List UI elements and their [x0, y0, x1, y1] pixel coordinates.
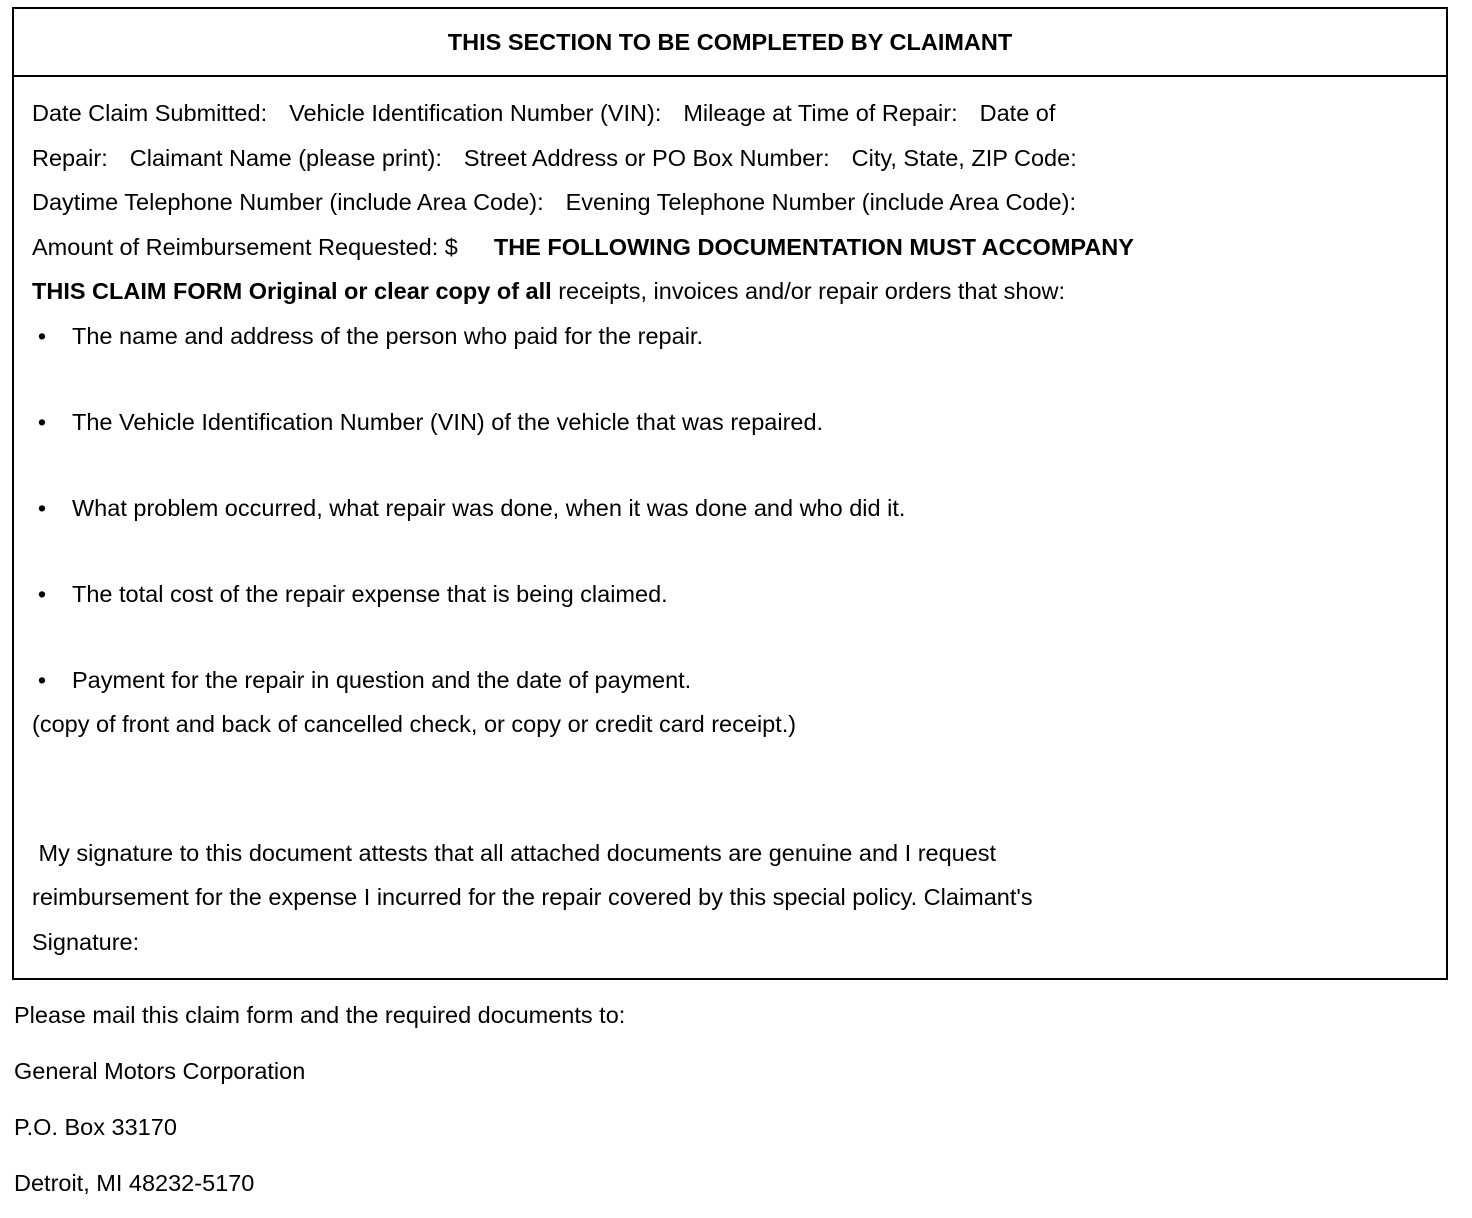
documentation-item-text: The name and address of the person who paid for the repair. [72, 322, 703, 349]
fields-line-3 [32, 180, 1432, 225]
documentation-heading-part2: THIS CLAIM FORM Original or clear copy of all [32, 278, 552, 304]
payment-note: (copy of front and back of cancelled check, or copy or credit card receipt.) [32, 711, 797, 737]
bullet-icon: • [37, 580, 47, 607]
form-body [32, 91, 1432, 964]
documentation-item [32, 400, 1432, 445]
fields-line-4 [32, 225, 1432, 270]
signature-label: Signature: [32, 928, 140, 955]
mailing-city-state-zip: Detroit, MI 48232-5170 [14, 1170, 255, 1196]
documentation-item [32, 658, 1432, 703]
vin-label: Vehicle Identification Number (VIN): [289, 100, 662, 126]
mileage-label: Mileage at Time of Repair: [683, 100, 958, 126]
documentation-item [32, 572, 1432, 617]
bullet-icon: • [37, 408, 47, 435]
bullet-icon: • [37, 666, 47, 693]
fields-line-5 [32, 269, 1432, 314]
attestation-line-1 [32, 831, 1432, 876]
documentation-item [32, 486, 1432, 531]
documentation-item [32, 314, 1432, 359]
reimbursement-amount-label: Amount of Reimbursement Requested: $ [32, 233, 458, 260]
date-of-repair-label-part2: Repair: [32, 144, 108, 171]
documentation-intro: receipts, invoices and/or repair orders that show: [558, 278, 1066, 304]
documentation-item-text: What problem occurred, what repair was done, when it was done and who did it. [72, 494, 906, 521]
daytime-phone-label: Daytime Telephone Number (include Area Code): [32, 189, 544, 215]
documentation-item-text: The Vehicle Identification Number (VIN) of the vehicle that was repaired. [72, 408, 824, 435]
fields-line-2 [32, 136, 1432, 181]
attestation-text-1: My signature to this document attests that all attached documents are genuine and I request [38, 839, 997, 866]
mailing-po-box: P.O. Box 33170 [14, 1114, 177, 1140]
street-address-label: Street Address or PO Box Number: [463, 144, 830, 171]
documentation-item-text: The total cost of the repair expense that is being claimed. [72, 580, 668, 607]
bullet-icon: • [37, 322, 47, 349]
documentation-heading-part1: THE FOLLOWING DOCUMENTATION MUST ACCOMPANY [493, 233, 1134, 260]
section-header: THIS SECTION TO BE COMPLETED BY CLAIMANT [14, 9, 1446, 77]
claimant-name-label: Claimant Name (please print): [129, 144, 442, 171]
date-of-repair-label-part1: Date of [979, 100, 1056, 126]
attestation-line-2: reimbursement for the expense I incurred for the repair covered by this special policy. Claimant's [32, 884, 1033, 910]
bullet-icon: • [37, 494, 47, 521]
mailing-instruction: Please mail this claim form and the required documents to: [14, 1002, 626, 1028]
fields-line-1 [32, 91, 1432, 136]
documentation-item-text: Payment for the repair in question and the date of payment. [72, 666, 692, 693]
evening-phone-label: Evening Telephone Number (include Area Code): [565, 189, 1076, 215]
mailing-company: General Motors Corporation [14, 1058, 306, 1084]
city-state-zip-label: City, State, ZIP Code: [851, 144, 1077, 171]
mailing-address-block [14, 994, 625, 1218]
claimant-section-box [12, 7, 1448, 980]
date-claim-submitted-label: Date Claim Submitted: [32, 100, 268, 126]
